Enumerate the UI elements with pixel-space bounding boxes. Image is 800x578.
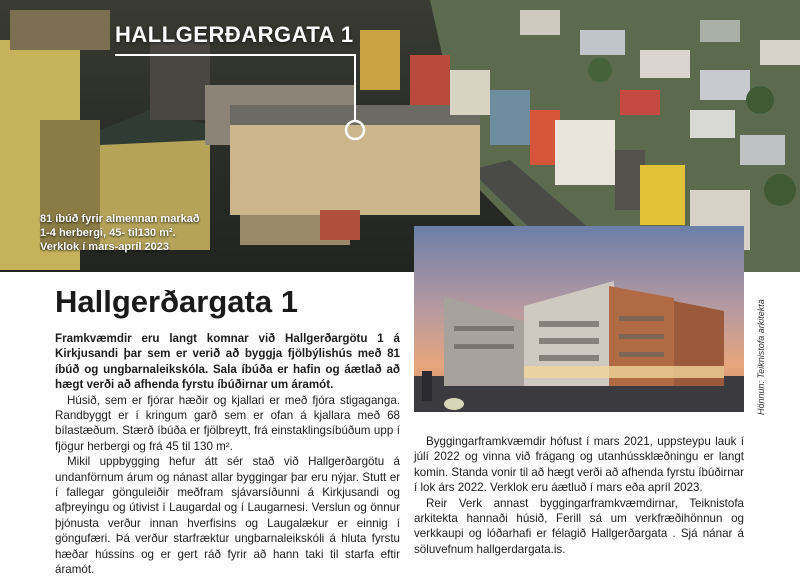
architect-rendering-image [414, 226, 744, 412]
article-paragraph: Mikil uppbygging hefur átt sér stað við Hallgerðargötu á undanförnum árum og nánast allar byggingar þar eru nýjar. Stutt er í fallegar gönguleiðir meðfram sjávarsíðunni á Kirkjusandi og afþreyingu og útivist í Laugardal og í Laugarnesi. Verslun og önnur þjónusta verður innan hverfisins og Laugalækur er einnig í göngufæri. Þá verður starfræktur ungbarnaleikskóli á hluta fyrstu hæðar hússins og er gert ráð fyrir að hann taki til starfa eftir áramót. [55, 455, 400, 577]
photo-credit: Hönnun: Teiknistofa arkitekta [756, 299, 766, 415]
hero-caption [40, 212, 280, 254]
article-right-column [414, 434, 744, 557]
article-title: Hallgerðargata 1 [55, 284, 298, 319]
hero-caption-line: 1-4 herbergi, 45- til130 m². [40, 227, 176, 239]
building-rendering-illustration [414, 226, 744, 412]
article-paragraph: Reir Verk annast byggingarframkvæmdirnar, Teiknistofa arkitekta hannaði húsið, Ferill sá um verkfræðihönnun og verkkaupi og lóðarhafi er félagið Hallgerðargata . Sjá nánar á söluvefnum hallgerdargata.is. [414, 496, 744, 556]
hero-title: HALLGERÐARGATA 1 [115, 22, 354, 47]
article-paragraph: Byggingarframkvæmdir hófust í mars 2021, uppsteypu lauk í júlí 2022 og vinna við frágang og utanhússklæðningu er langt komin. Standa vonir til að hægt verði að afhenda fyrstu íbúðirnar í lok árs 2022. Verklok eru áætluð í mars eða apríl 2023. [414, 435, 744, 495]
article-paragraph: Húsið, sem er fjórar hæðir og kjallari er með fjóra stigaganga. Randbyggt er í kringum garð sem er ofan á kjallara með 68 bílastæðum. Stærð íbúða er fjölbreytt, frá einstaklingsíbúðum upp í fjögur herbergi og frá 45 til 130 m². [55, 393, 400, 453]
article-left-column [55, 331, 400, 578]
hero-caption-line: 81 íbúð fyrir almennan markað [40, 213, 200, 225]
article-lead: Framkvæmdir eru langt komnar við Hallgerðargötu 1 á Kirkjusandi þar sem er verið að byggja fjölbýlishús með 81 íbúð og ungbarnaleikskóla. Sala íbúða er hafin og áætlað að hægt verði að afhenda fyrstu íbúðirnar um áramót. [55, 332, 400, 392]
hero-caption-line: Verklok í mars-apríl 2023 [40, 241, 170, 253]
